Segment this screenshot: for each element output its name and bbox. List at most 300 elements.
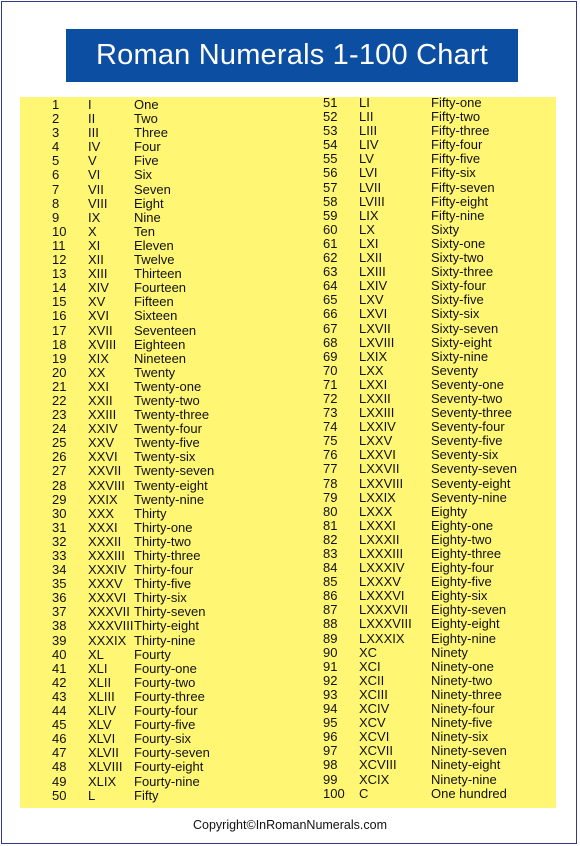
number-word: Sixty [431, 221, 460, 237]
number-word: Fifty-nine [431, 207, 485, 223]
number-word: Ninety-five [431, 715, 493, 731]
arabic-number: 53 [323, 123, 338, 139]
roman-numeral: II [88, 111, 96, 127]
arabic-number: 73 [323, 405, 338, 421]
number-word: Ninety-two [431, 672, 493, 688]
arabic-number: 85 [323, 574, 338, 590]
number-word: Seventy-six [431, 447, 499, 463]
number-word: Fifty [134, 787, 159, 803]
arabic-number: 6 [52, 167, 60, 183]
arabic-number: 13 [52, 266, 67, 282]
arabic-number: 71 [323, 376, 338, 392]
number-word: Eighty-nine [431, 630, 497, 646]
number-word: Fifty-seven [431, 179, 495, 195]
roman-numeral: XXI [88, 378, 109, 394]
arabic-number: 30 [52, 505, 67, 521]
arabic-number: 74 [323, 419, 338, 435]
roman-numeral: LXXXII [359, 531, 400, 547]
arabic-number: 21 [52, 378, 67, 394]
arabic-number: 98 [323, 757, 338, 773]
roman-numeral: XLIX [88, 773, 117, 789]
arabic-number: 22 [52, 392, 67, 408]
roman-numeral: XXXIX [88, 632, 127, 648]
roman-numeral: LXXVII [359, 461, 400, 477]
number-word: Fourty-six [134, 731, 192, 747]
arabic-number: 63 [323, 264, 338, 280]
arabic-number: 94 [323, 701, 338, 717]
roman-numeral: XCV [359, 715, 386, 731]
roman-numeral: LX [359, 221, 375, 237]
roman-numeral: XXXVII [88, 604, 130, 620]
roman-numeral: XII [88, 252, 104, 268]
arabic-number: 39 [52, 632, 67, 648]
roman-numeral: VIII [88, 195, 108, 211]
number-word: Two [134, 111, 158, 127]
arabic-number: 82 [323, 531, 338, 547]
roman-numeral: VI [88, 167, 101, 183]
roman-numeral: XLVIII [88, 759, 123, 775]
number-word: Twenty-two [134, 392, 200, 408]
arabic-number: 33 [52, 548, 67, 563]
roman-numeral: XXVII [88, 463, 122, 479]
roman-numeral: XVI [88, 308, 109, 324]
roman-numeral: XXXV [88, 576, 123, 592]
arabic-number: 56 [323, 165, 338, 181]
numeral-chart [20, 97, 556, 808]
number-word: Eighty-five [431, 574, 492, 590]
arabic-number: 89 [323, 630, 338, 646]
arabic-number: 62 [323, 250, 338, 266]
arabic-number: 16 [52, 308, 67, 324]
roman-numeral: LXI [359, 235, 379, 251]
arabic-number: 1 [52, 97, 60, 112]
roman-numeral: LXVI [359, 306, 388, 322]
number-word: Twenty-nine [134, 491, 205, 507]
number-word: Fourty [134, 646, 171, 662]
roman-numeral: LXIII [359, 264, 386, 280]
number-word: Four [134, 139, 161, 155]
roman-numeral: XXXIII [88, 548, 125, 563]
number-word: Sixty-five [431, 292, 484, 308]
arabic-number: 3 [52, 125, 60, 141]
arabic-number: 37 [52, 604, 67, 620]
roman-numeral: XCII [359, 672, 385, 688]
number-word: Sixty-one [431, 235, 486, 251]
number-word: Eighty-four [431, 560, 494, 576]
roman-numeral: L [88, 787, 96, 803]
roman-numeral: XX [88, 364, 106, 380]
number-word: Seventy-eight [431, 475, 511, 491]
roman-numeral: XCIX [359, 771, 390, 787]
arabic-number: 51 [323, 95, 338, 110]
arabic-number: 97 [323, 743, 338, 759]
roman-numeral: LVIII [359, 193, 385, 209]
roman-numeral: XCVII [359, 743, 393, 759]
arabic-number: 77 [323, 461, 338, 477]
roman-numeral: LIX [359, 207, 379, 223]
number-word: Thirty-nine [134, 632, 196, 648]
arabic-number: 7 [52, 181, 60, 197]
arabic-number: 17 [52, 322, 67, 338]
roman-numeral: LXIV [359, 278, 388, 294]
arabic-number: 86 [323, 588, 338, 604]
roman-numeral: XXX [88, 505, 115, 521]
number-word: Sixteen [134, 308, 178, 324]
roman-numeral: XCIV [359, 701, 390, 717]
roman-numeral: XCVIII [359, 757, 397, 773]
roman-numeral: XLV [88, 717, 112, 733]
number-word: One hundred [431, 785, 507, 801]
number-word: Seventy-two [431, 390, 503, 406]
arabic-number: 47 [52, 745, 67, 761]
roman-numeral: LII [359, 109, 374, 125]
number-word: Eighty-seven [431, 602, 507, 618]
arabic-number: 80 [323, 503, 338, 519]
roman-numeral: I [88, 97, 92, 112]
number-word: Sixty-nine [431, 348, 489, 364]
number-word: Eighty-six [431, 588, 488, 604]
arabic-number: 64 [323, 278, 338, 294]
arabic-number: 49 [52, 773, 67, 789]
roman-numeral: XIII [88, 266, 108, 282]
number-word: Fourty-seven [134, 745, 210, 761]
number-word: Twenty [134, 364, 176, 380]
roman-numeral: XXIII [88, 407, 117, 423]
copyright-footer: Copyright©InRomanNumerals.com [192, 818, 387, 832]
roman-numeral: LXXX [359, 503, 393, 519]
number-word: Fourty-nine [134, 773, 200, 789]
number-word: Seventy-three [431, 405, 512, 421]
arabic-number: 11 [52, 237, 66, 253]
number-word: Nine [134, 209, 161, 225]
roman-numeral: XXIX [88, 491, 118, 507]
number-word: Eight [134, 195, 164, 211]
roman-numeral: X [88, 223, 97, 239]
roman-numeral: LXX [359, 362, 384, 378]
arabic-number: 34 [52, 562, 67, 578]
arabic-number: 79 [323, 489, 338, 505]
number-word: Eighty-three [431, 546, 502, 561]
arabic-number: 81 [323, 517, 338, 533]
roman-numeral: XCIII [359, 686, 388, 702]
roman-numeral: LXVIII [359, 334, 395, 350]
number-word: Thirty-three [134, 548, 201, 563]
roman-numeral: LXVII [359, 320, 391, 336]
roman-numeral: LXXVI [359, 447, 396, 463]
arabic-number: 27 [52, 463, 67, 479]
roman-numeral: XV [88, 294, 106, 310]
roman-numeral: LVII [359, 179, 382, 195]
arabic-number: 65 [323, 292, 338, 308]
arabic-number: 10 [52, 223, 67, 239]
number-word: One [134, 97, 159, 112]
roman-numeral: XC [359, 644, 378, 660]
number-word: Eighteen [134, 336, 186, 352]
number-word: Sixty-three [431, 264, 494, 280]
roman-numeral: XXXI [88, 519, 118, 535]
number-word: Ninety-eight [431, 757, 501, 773]
number-word: Thirty [134, 505, 167, 521]
arabic-number: 26 [52, 449, 67, 465]
roman-numeral: XXXVIII [88, 618, 134, 634]
number-word: Ten [134, 223, 155, 239]
arabic-number: 35 [52, 576, 67, 592]
number-word: Ninety-one [431, 658, 494, 674]
roman-numeral: LVI [359, 165, 378, 181]
arabic-number: 24 [52, 421, 67, 437]
number-word: Twenty-eight [134, 477, 208, 493]
number-word: Fourty-five [134, 717, 196, 733]
arabic-number: 48 [52, 759, 67, 775]
arabic-number: 28 [52, 477, 67, 493]
arabic-number: 93 [323, 686, 338, 702]
number-word: Seventy-seven [431, 461, 517, 477]
roman-numeral: XXVI [88, 449, 118, 465]
arabic-number: 41 [52, 660, 67, 676]
arabic-number: 12 [52, 252, 67, 268]
number-word: Eighty [431, 503, 468, 519]
roman-numeral: LXXXIII [359, 546, 404, 561]
arabic-number: 9 [52, 209, 60, 225]
arabic-number: 92 [323, 672, 338, 688]
roman-numeral: XLIII [88, 688, 115, 704]
roman-numeral: XLII [88, 674, 112, 690]
number-word: Twenty-one [134, 378, 202, 394]
number-word: Sixty-four [431, 278, 486, 294]
number-word: Nineteen [134, 350, 187, 366]
roman-numeral: XXII [88, 392, 113, 408]
arabic-number: 68 [323, 334, 338, 350]
roman-numeral: III [88, 125, 99, 141]
number-word: Sixty-eight [431, 334, 492, 350]
arabic-number: 99 [323, 771, 338, 787]
number-word: Twenty-five [134, 435, 200, 451]
number-word: Fifty-eight [431, 193, 489, 209]
number-word: Five [134, 153, 159, 169]
number-word: Thirty-four [134, 562, 194, 578]
number-word: Ninety-six [431, 729, 489, 745]
number-word: Eleven [134, 237, 174, 253]
arabic-number: 25 [52, 435, 67, 451]
arabic-number: 54 [323, 137, 338, 153]
number-word: Ninety [431, 644, 468, 660]
roman-numeral: V [88, 153, 97, 169]
arabic-number: 14 [52, 280, 67, 296]
arabic-number: 2 [52, 111, 60, 127]
roman-numeral: XXXII [88, 533, 122, 549]
roman-numeral: LXXV [359, 433, 393, 449]
roman-numeral: IX [88, 209, 101, 225]
arabic-number: 23 [52, 407, 67, 423]
roman-numeral: LXXXVII [359, 602, 409, 618]
arabic-number: 69 [323, 348, 338, 364]
arabic-number: 100 [323, 785, 345, 801]
number-word: Fifty-four [431, 137, 483, 153]
arabic-number: 4 [52, 139, 60, 155]
number-word: Ninety-nine [431, 771, 497, 787]
number-word: Ninety-four [431, 701, 495, 717]
arabic-number: 83 [323, 546, 338, 561]
roman-numeral: XLIV [88, 703, 117, 719]
roman-numeral: LIV [359, 137, 379, 153]
roman-numeral: XCVI [359, 729, 390, 745]
number-word: Twenty-four [134, 421, 202, 437]
number-word: Fourty-three [134, 688, 205, 704]
number-word: Ninety-seven [431, 743, 507, 759]
arabic-number: 60 [323, 221, 338, 237]
number-word: Seven [134, 181, 171, 197]
roman-numeral: XIX [88, 350, 109, 366]
arabic-number: 44 [52, 703, 67, 719]
number-word: Fifty-two [431, 109, 481, 125]
number-word: Fifty-six [431, 165, 476, 181]
roman-numeral: LXXXIV [359, 560, 405, 576]
arabic-number: 78 [323, 475, 338, 491]
arabic-number: 19 [52, 350, 67, 366]
arabic-number: 96 [323, 729, 338, 745]
number-word: Thirty-one [134, 519, 193, 535]
number-word: Fifty-five [431, 151, 481, 167]
roman-numeral: LXXXVI [359, 588, 405, 604]
roman-numeral: IV [88, 139, 101, 155]
roman-numeral: XIV [88, 280, 109, 296]
roman-numeral: XLVI [88, 731, 116, 747]
arabic-number: 58 [323, 193, 338, 209]
roman-numeral: LXII [359, 250, 383, 266]
number-word: Fifty-three [431, 123, 490, 139]
arabic-number: 59 [323, 207, 338, 223]
roman-numeral: C [359, 785, 369, 801]
arabic-number: 46 [52, 731, 67, 747]
number-word: Sixty-seven [431, 320, 499, 336]
arabic-number: 8 [52, 195, 60, 211]
roman-numeral: XXXVI [88, 590, 127, 606]
arabic-number: 32 [52, 533, 67, 549]
arabic-number: 76 [323, 447, 338, 463]
arabic-number: 90 [323, 644, 338, 660]
arabic-number: 20 [52, 364, 67, 380]
roman-numeral: LXXI [359, 376, 388, 392]
roman-numeral: LXV [359, 292, 384, 308]
number-word: Ninety-three [431, 686, 502, 702]
arabic-number: 5 [52, 153, 60, 169]
roman-numeral: XCI [359, 658, 381, 674]
number-word: Fourteen [134, 280, 187, 296]
roman-numeral: XLI [88, 660, 108, 676]
arabic-number: 72 [323, 390, 338, 406]
number-word: Fifteen [134, 294, 174, 310]
number-word: Twelve [134, 252, 175, 268]
number-word: Eighty-eight [431, 616, 500, 632]
number-word: Fourty-eight [134, 759, 204, 775]
roman-numeral: LI [359, 95, 370, 110]
arabic-number: 84 [323, 560, 338, 576]
arabic-number: 29 [52, 491, 67, 507]
number-word: Fifty-one [431, 95, 482, 110]
roman-numeral: LXXXVIII [359, 616, 412, 632]
arabic-number: 91 [323, 658, 338, 674]
roman-numeral: XL [88, 646, 104, 662]
number-word: Fourty-two [134, 674, 196, 690]
number-word: Sixty-six [431, 306, 480, 322]
arabic-number: 42 [52, 674, 67, 690]
number-word: Seventy-nine [431, 489, 507, 505]
number-word: Twenty-six [134, 449, 196, 465]
arabic-number: 50 [52, 787, 67, 803]
roman-numeral: LXXVIII [359, 475, 404, 491]
roman-numeral: LXXXI [359, 517, 396, 533]
number-word: Thirteen [134, 266, 182, 282]
arabic-number: 88 [323, 616, 338, 632]
roman-numeral: XXVIII [88, 477, 125, 493]
number-word: Twenty-three [134, 407, 210, 423]
page-title: Roman Numerals 1-100 Chart [95, 39, 489, 71]
roman-numeral: LV [359, 151, 374, 167]
arabic-number: 55 [323, 151, 338, 167]
roman-numeral: LXXIII [359, 405, 395, 421]
roman-numeral: VII [88, 181, 104, 197]
arabic-number: 18 [52, 336, 67, 352]
number-word: Sixty-two [431, 250, 484, 266]
arabic-number: 45 [52, 717, 67, 733]
arabic-number: 52 [323, 109, 338, 125]
arabic-number: 15 [52, 294, 67, 310]
roman-numeral: LXXXV [359, 574, 401, 590]
arabic-number: 38 [52, 618, 67, 634]
arabic-number: 31 [52, 519, 67, 535]
arabic-number: 95 [323, 715, 338, 731]
roman-numeral: LXXII [359, 390, 391, 406]
roman-numeral: XVII [88, 322, 113, 338]
roman-numeral: XXV [88, 435, 115, 451]
roman-numeral: LXXIX [359, 489, 396, 505]
roman-numeral: XXXIV [88, 562, 127, 578]
number-word: Twenty-seven [134, 463, 215, 479]
roman-numeral: LIII [359, 123, 378, 139]
number-word: Seventy-four [431, 419, 505, 435]
number-word: Six [134, 167, 153, 183]
number-word: Seventy-one [431, 376, 504, 392]
number-word: Seventy-five [431, 433, 503, 449]
number-word: Fourty-one [134, 660, 197, 676]
roman-numeral: LXXXIX [359, 630, 405, 646]
roman-numeral: XXIV [88, 421, 118, 437]
arabic-number: 70 [323, 362, 338, 378]
roman-numeral: LXXIV [359, 419, 396, 435]
number-word: Thirty-two [134, 533, 192, 549]
number-word: Thirty-five [134, 576, 192, 592]
roman-numeral: XVIII [88, 336, 117, 352]
chart-title-banner [66, 29, 518, 82]
number-word: Thirty-eight [134, 618, 200, 634]
number-word: Fourty-four [134, 703, 198, 719]
roman-numeral: LXIX [359, 348, 388, 364]
roman-numeral: XLVII [88, 745, 119, 761]
number-word: Thirty-seven [134, 604, 206, 620]
arabic-number: 57 [323, 179, 338, 195]
number-word: Thirty-six [134, 590, 187, 606]
roman-numeral: XI [88, 237, 101, 253]
number-word: Seventeen [134, 322, 197, 338]
arabic-number: 40 [52, 646, 67, 662]
arabic-number: 87 [323, 602, 338, 618]
number-word: Seventy [431, 362, 478, 378]
arabic-number: 61 [323, 235, 338, 251]
arabic-number: 66 [323, 306, 338, 322]
number-word: Eighty-one [431, 517, 494, 533]
arabic-number: 43 [52, 688, 67, 704]
arabic-number: 67 [323, 320, 338, 336]
